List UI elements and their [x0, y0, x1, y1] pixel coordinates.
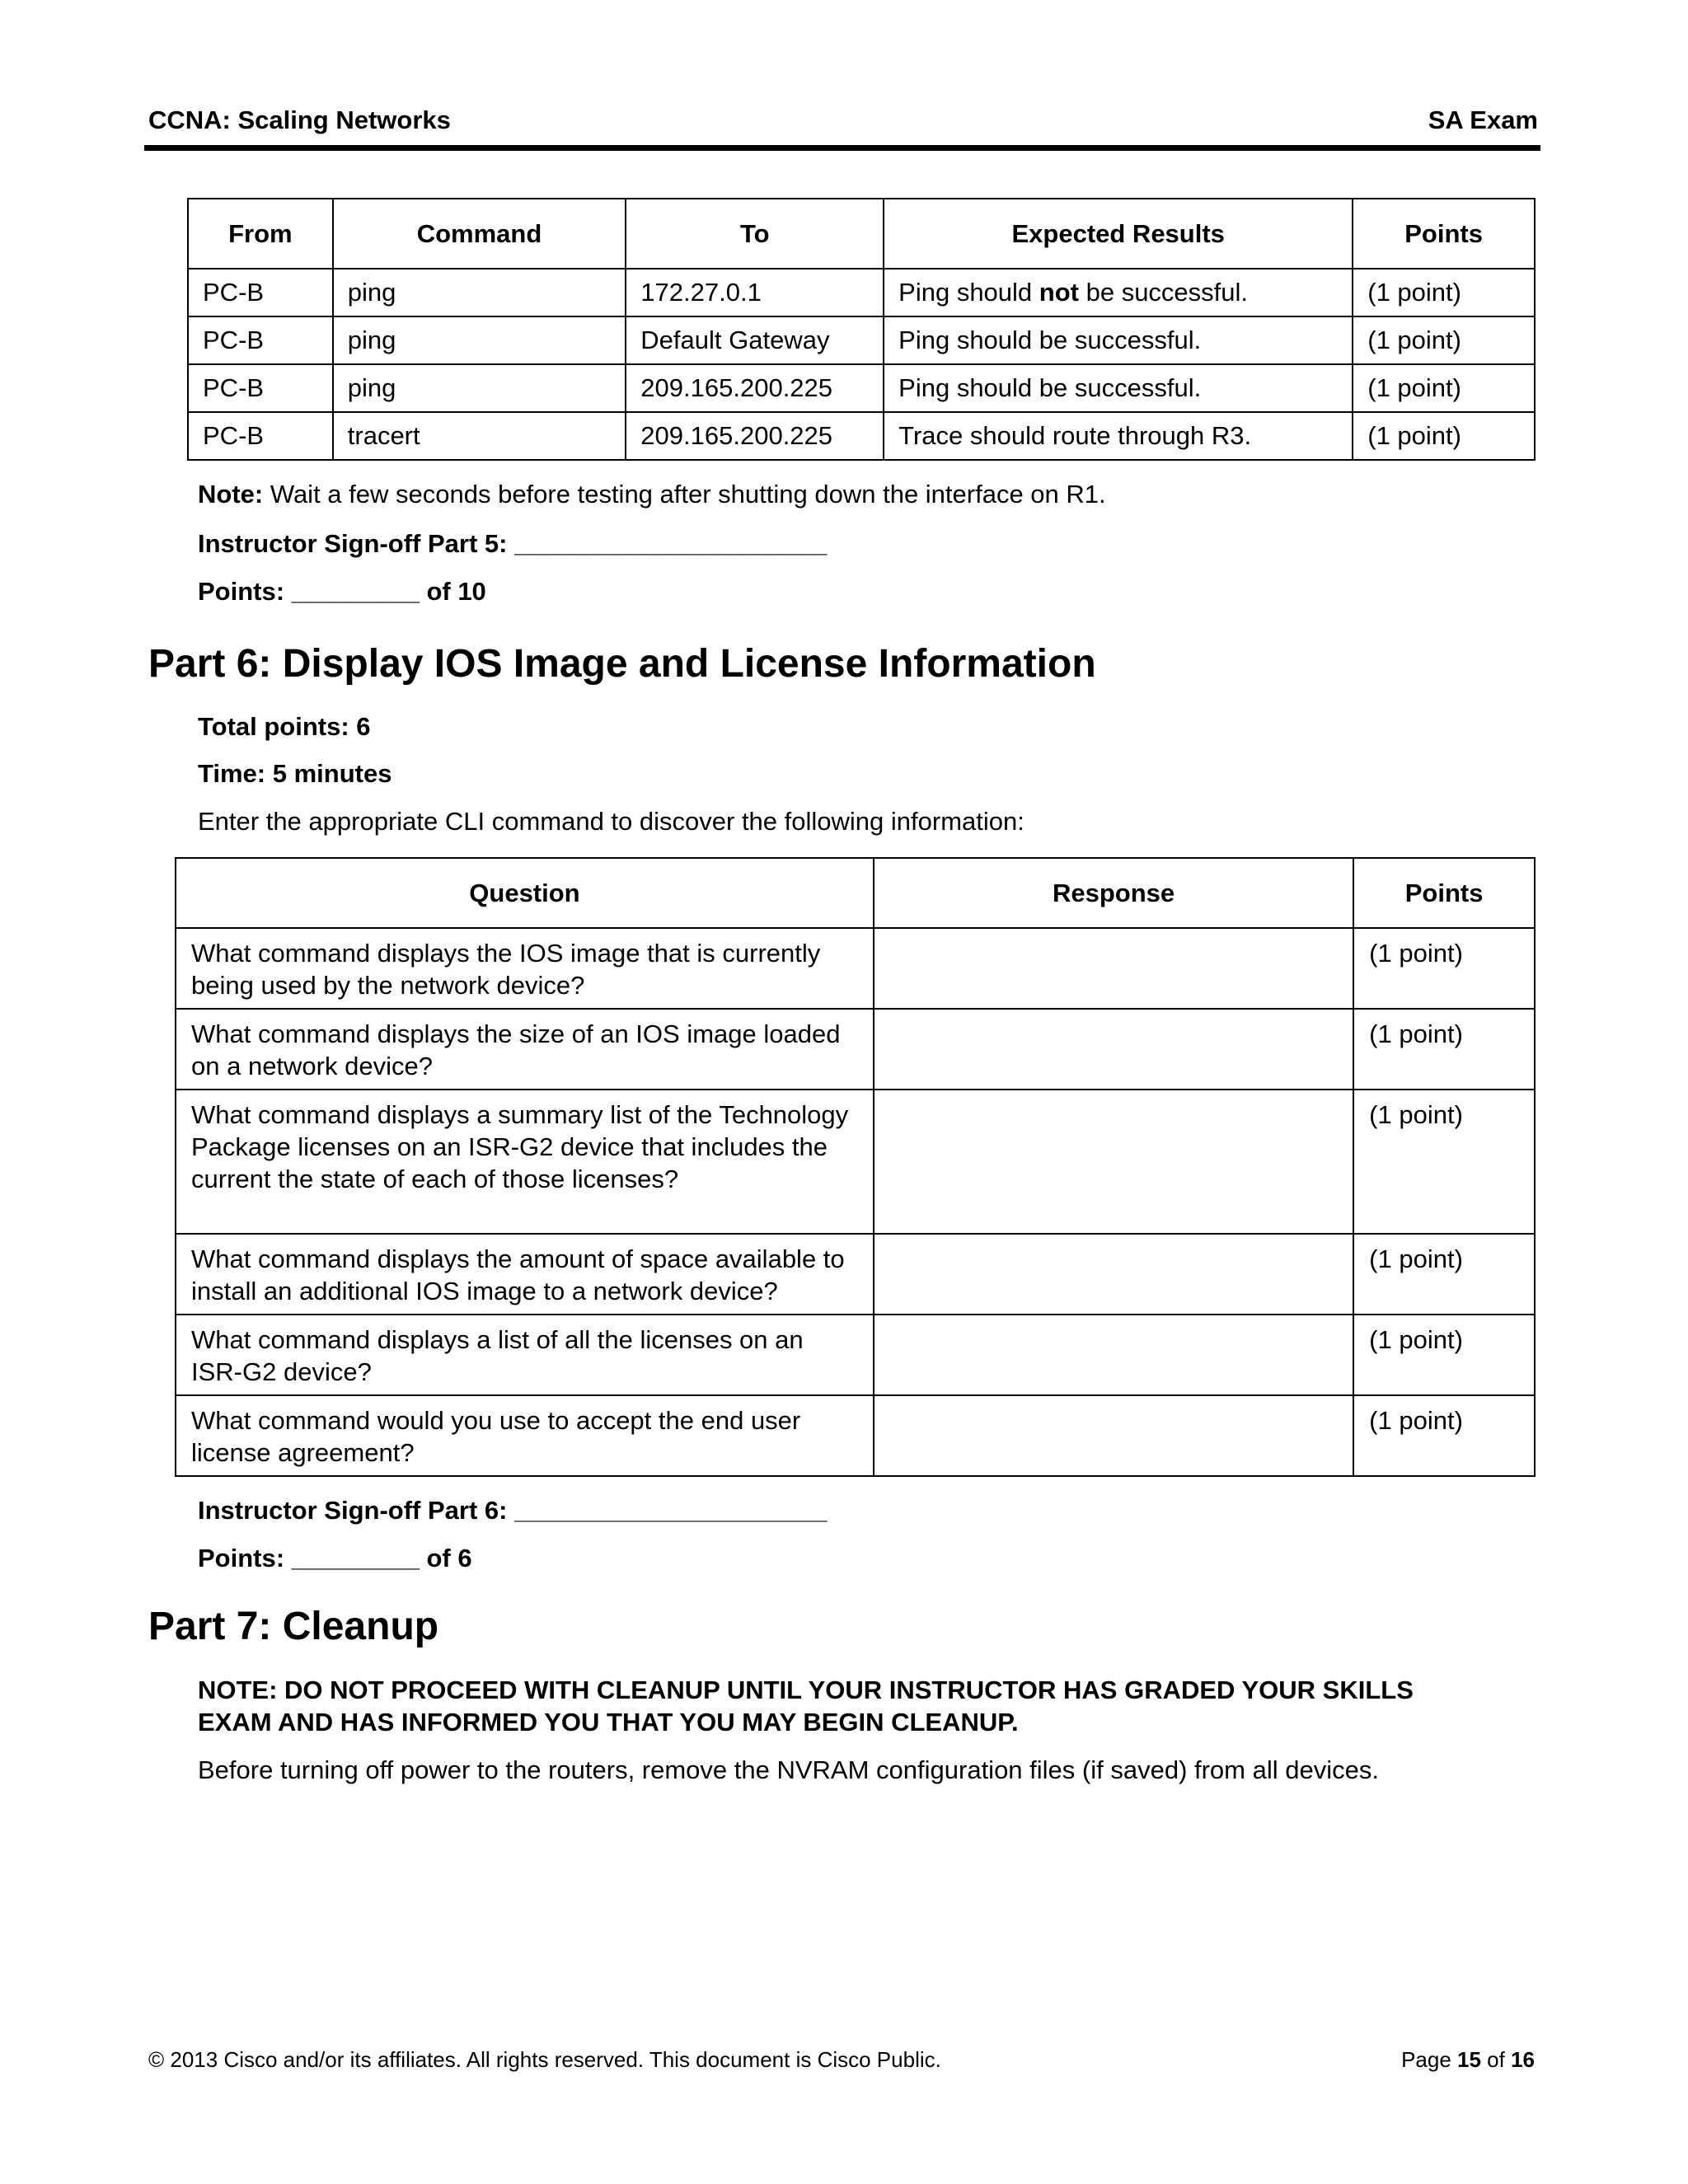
cell-points: (1 point): [1353, 1090, 1535, 1234]
column-header: Response: [874, 858, 1353, 928]
table-row: [176, 1395, 1535, 1476]
column-header: Points: [1353, 858, 1535, 928]
cell-expected-result: Ping should not be successful.: [884, 269, 1353, 316]
table-row: [188, 269, 1535, 316]
cell-response[interactable]: [874, 1315, 1353, 1395]
cell-response[interactable]: [874, 1395, 1353, 1476]
part5-note: [198, 480, 1106, 509]
emphasis-not: not: [1039, 278, 1079, 307]
connectivity-test-table: [187, 198, 1536, 461]
table-row: [176, 1090, 1535, 1234]
cell-response[interactable]: [874, 1009, 1353, 1090]
cell-question: What command displays a summary list of the Technology Package licenses on an ISR-G2 device that includes the current the state of each of those licenses?: [176, 1090, 874, 1234]
header-divider: [144, 145, 1540, 151]
column-header: Question: [176, 858, 874, 928]
cell-to: Default Gateway: [626, 316, 884, 364]
table-row: [188, 412, 1535, 460]
column-header: Points: [1353, 199, 1535, 269]
cell-from: PC-B: [188, 364, 333, 412]
page-header: [148, 105, 1538, 135]
part7-heading: Part 7: Cleanup: [148, 1605, 439, 1648]
column-header: Expected Results: [884, 199, 1353, 269]
table-header-row: [176, 858, 1535, 928]
table-row: [176, 1234, 1535, 1315]
current-page: 15: [1457, 2047, 1481, 2072]
cell-question: What command would you use to accept the end user license agreement?: [176, 1395, 874, 1476]
note-label: Note:: [198, 480, 264, 509]
cell-points: (1 point): [1353, 928, 1535, 1009]
cell-question: What command displays a list of all the licenses on an ISR-G2 device?: [176, 1315, 874, 1395]
part5-signoff: Instructor Sign-off Part 5: ______________________: [198, 529, 828, 558]
cell-points: (1 point): [1353, 364, 1535, 412]
license-question-table: [175, 857, 1536, 1477]
column-header: From: [188, 199, 333, 269]
table-row: [176, 1009, 1535, 1090]
cell-response[interactable]: [874, 1090, 1353, 1234]
column-header: Command: [333, 199, 626, 269]
part6-heading: Part 6: Display IOS Image and License Information: [148, 642, 1096, 686]
cell-points: (1 point): [1353, 412, 1535, 460]
part6-points: Points: _________ of 6: [198, 1544, 472, 1572]
cell-points: (1 point): [1353, 1315, 1535, 1395]
cell-to: 209.165.200.225: [626, 412, 884, 460]
part7-note-line1: NOTE: DO NOT PROCEED WITH CLEANUP UNTIL YOUR INSTRUCTOR HAS GRADED YOUR SKILLS: [198, 1675, 1414, 1704]
cell-response[interactable]: [874, 928, 1353, 1009]
table-row: [188, 316, 1535, 364]
cell-points: (1 point): [1353, 316, 1535, 364]
cell-response[interactable]: [874, 1234, 1353, 1315]
note-text: Wait a few seconds before testing after shutting down the interface on R1.: [263, 480, 1106, 509]
part5-points: Points: _________ of 10: [198, 577, 486, 606]
cell-command: ping: [333, 269, 626, 316]
column-header: To: [626, 199, 884, 269]
cell-points: (1 point): [1353, 1009, 1535, 1090]
cell-command: ping: [333, 364, 626, 412]
cell-points: (1 point): [1353, 1234, 1535, 1315]
part6-signoff: Instructor Sign-off Part 6: ______________________: [198, 1496, 828, 1525]
cell-from: PC-B: [188, 316, 333, 364]
part7-instructions: Before turning off power to the routers, remove the NVRAM configuration files (if saved) from all devices.: [198, 1755, 1379, 1784]
cell-expected-result: Ping should be successful.: [884, 364, 1353, 412]
table-header-row: [188, 199, 1535, 269]
cell-command: tracert: [333, 412, 626, 460]
cell-to: 209.165.200.225: [626, 364, 884, 412]
cell-command: ping: [333, 316, 626, 364]
cell-expected-result: Ping should be successful.: [884, 316, 1353, 364]
part6-intro: Enter the appropriate CLI command to discover the following information:: [198, 807, 1025, 836]
cell-points: (1 point): [1353, 269, 1535, 316]
table-row: [176, 1315, 1535, 1395]
total-pages: 16: [1511, 2047, 1535, 2072]
cell-to: 172.27.0.1: [626, 269, 884, 316]
header-course-title: CCNA: Scaling Networks: [148, 105, 451, 134]
part6-total-points: Total points: 6: [198, 712, 371, 741]
cell-question: What command displays the amount of space available to install an additional IOS image to a network device?: [176, 1234, 874, 1315]
table-row: [188, 364, 1535, 412]
footer-copyright: © 2013 Cisco and/or its affiliates. All rights reserved. This document is Cisco Public.: [148, 2047, 941, 2072]
cell-expected-result: Trace should route through R3.: [884, 412, 1353, 460]
header-exam-label: SA Exam: [1428, 105, 1538, 134]
cell-question: What command displays the IOS image that is currently being used by the network device?: [176, 928, 874, 1009]
cell-from: PC-B: [188, 412, 333, 460]
cell-points: (1 point): [1353, 1395, 1535, 1476]
part7-note-line2: EXAM AND HAS INFORMED YOU THAT YOU MAY BEGIN CLEANUP.: [198, 1708, 1019, 1736]
cell-question: What command displays the size of an IOS image loaded on a network device?: [176, 1009, 874, 1090]
footer-page-number: Page 15 of 16: [1401, 2047, 1535, 2072]
part6-time: Time: 5 minutes: [198, 759, 392, 788]
table-row: [176, 928, 1535, 1009]
cell-from: PC-B: [188, 269, 333, 316]
